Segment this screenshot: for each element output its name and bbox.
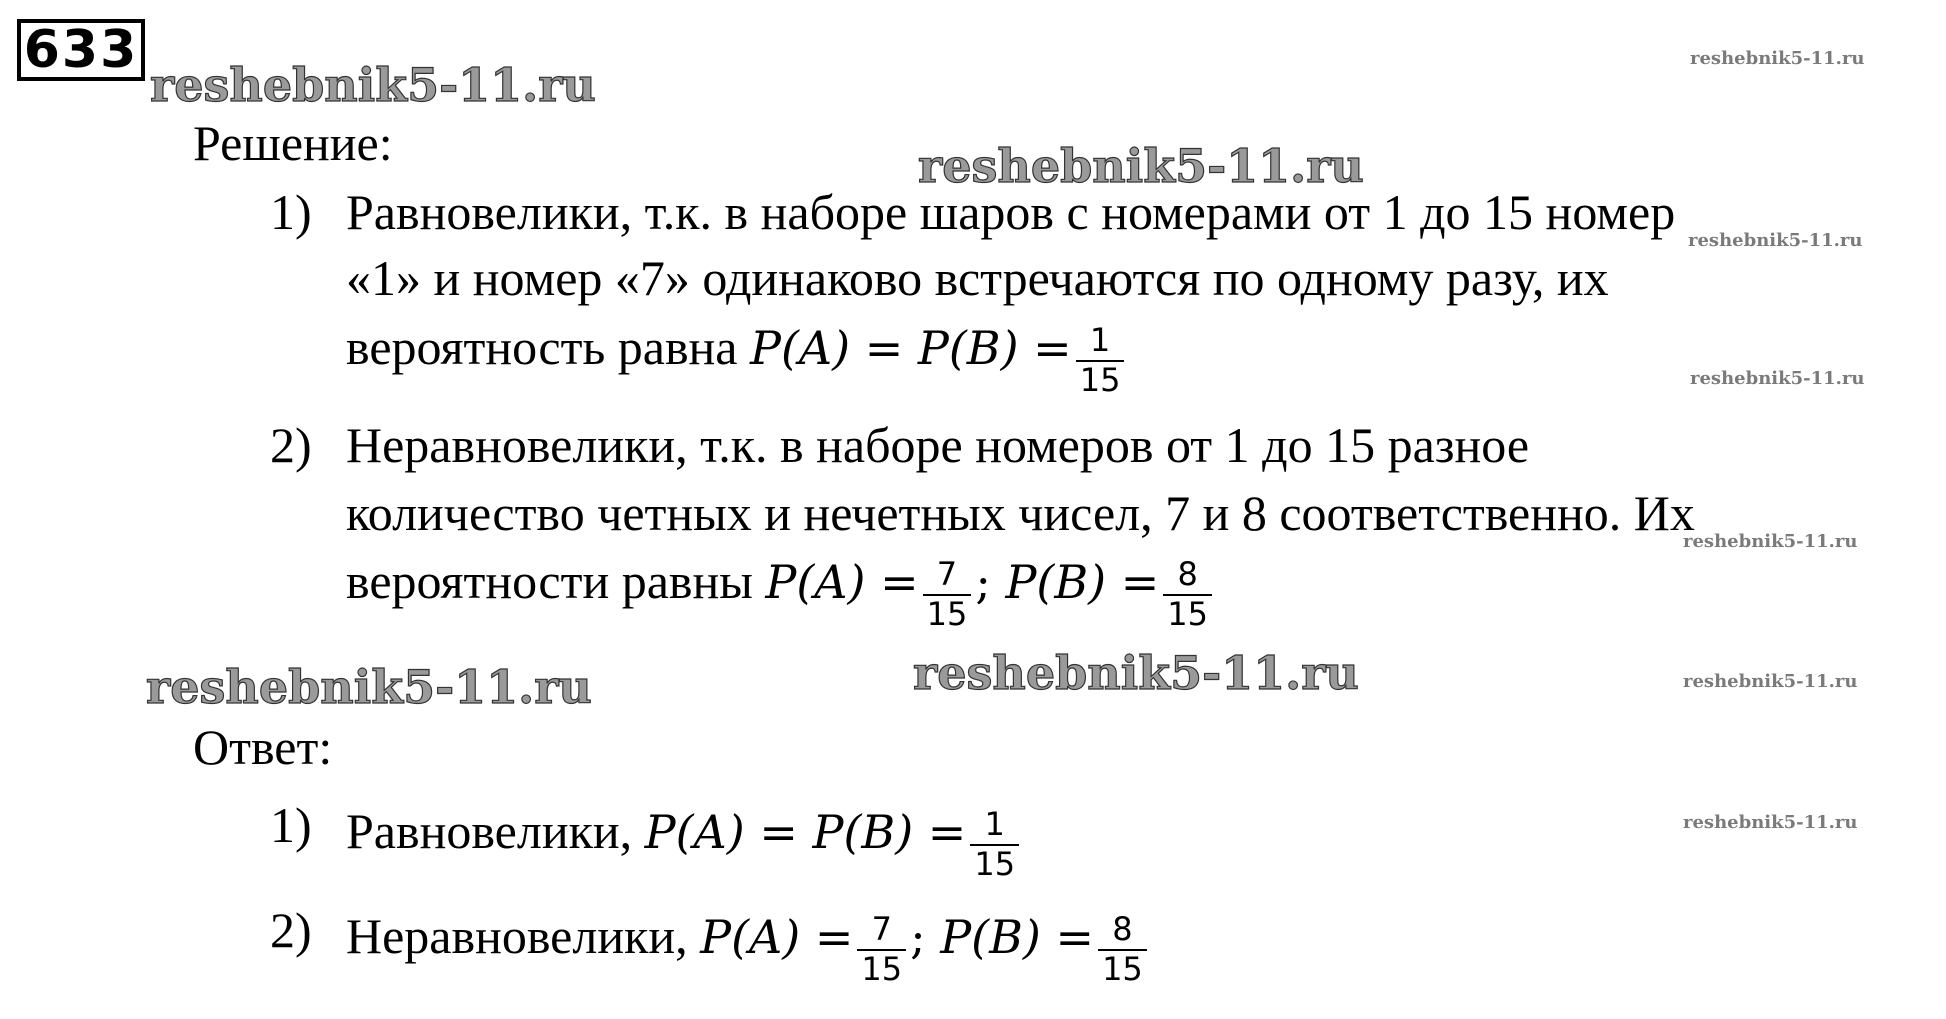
fraction xyxy=(923,555,972,633)
fraction-numerator: 8 xyxy=(1098,913,1147,951)
solution-item2-number: 2) xyxy=(270,417,312,473)
answer-item1-number: 1) xyxy=(270,797,312,853)
equals-sign: = xyxy=(880,555,919,610)
solution-item2-line2: количество четных и нечетных чисел, 7 и 8 соответственно. Их xyxy=(346,485,1695,541)
probability-a: P(A) xyxy=(750,321,851,376)
watermark-small: reshebnik5-11.ru xyxy=(1683,812,1858,833)
fraction-numerator: 1 xyxy=(1076,324,1125,362)
solution-item1-line3 xyxy=(346,316,1128,399)
solution-item1-line2: «1» и номер «7» одинаково встречаются по одному разу, их xyxy=(346,250,1609,306)
probability-b: P(B) xyxy=(1005,555,1107,610)
probability-a: P(A) xyxy=(700,910,801,965)
watermark-small: reshebnik5-11.ru xyxy=(1683,671,1858,692)
fraction-numerator: 7 xyxy=(923,558,972,596)
watermark-big: reshebnik5-11.ru xyxy=(913,646,1359,700)
watermark-small: reshebnik5-11.ru xyxy=(1690,48,1865,69)
watermark-small: reshebnik5-11.ru xyxy=(1690,368,1865,389)
fraction xyxy=(1163,555,1212,633)
watermark-small: reshebnik5-11.ru xyxy=(1683,531,1858,552)
answer-heading: Ответ: xyxy=(193,719,333,775)
equals-sign: = xyxy=(759,805,798,860)
separator: ; xyxy=(975,555,991,610)
solution-item2-equation-a xyxy=(765,555,918,609)
problem-number: 633 xyxy=(17,19,145,81)
equals-sign: = xyxy=(1055,910,1095,965)
fraction-denominator: 15 xyxy=(1167,594,1209,633)
answer-item2-line xyxy=(346,905,1151,988)
answer-item1-line xyxy=(346,800,1023,883)
equals-sign: = xyxy=(814,910,854,965)
solution-item2-equation-b xyxy=(975,555,1159,609)
fraction-denominator: 15 xyxy=(1079,360,1121,399)
answer-item2-equation-a xyxy=(700,910,853,964)
watermark-big: reshebnik5-11.ru xyxy=(918,139,1364,193)
probability-b: P(B) xyxy=(812,805,914,860)
solution-item1-line1: Равновелики, т.к. в наборе шаров с номерами от 1 до 15 номер xyxy=(346,184,1676,240)
equals-sign: = xyxy=(1120,555,1160,610)
separator: ; xyxy=(910,910,926,965)
watermark-small: reshebnik5-11.ru xyxy=(1688,230,1863,251)
watermark-big: reshebnik5-11.ru xyxy=(146,660,592,714)
answer-item2-text: Неравновелики, xyxy=(346,908,701,965)
solution-item2-line3 xyxy=(346,550,1216,633)
fraction-denominator: 15 xyxy=(974,844,1016,883)
solution-heading: Решение: xyxy=(193,115,393,171)
fraction xyxy=(1076,321,1125,399)
fraction xyxy=(857,910,906,988)
answer-item1-equation xyxy=(645,805,967,859)
fraction-numerator: 8 xyxy=(1163,558,1212,596)
fraction-denominator: 15 xyxy=(1102,949,1143,988)
equals-sign: = xyxy=(864,321,904,376)
equals-sign: = xyxy=(1033,321,1072,376)
fraction-numerator: 1 xyxy=(970,808,1019,846)
probability-b: P(B) xyxy=(940,910,1041,965)
fraction xyxy=(1098,910,1147,988)
answer-item1-text: Равновелики, xyxy=(346,803,645,860)
fraction-denominator: 15 xyxy=(861,949,903,988)
fraction-denominator: 15 xyxy=(926,594,968,633)
probability-a: P(A) xyxy=(765,555,866,610)
fraction xyxy=(970,805,1019,883)
solution-item1-number: 1) xyxy=(270,184,312,240)
probability-a: P(A) xyxy=(644,805,745,860)
equals-sign: = xyxy=(927,805,967,860)
fraction-numerator: 7 xyxy=(857,913,906,951)
answer-item2-equation-b xyxy=(910,910,1094,964)
solution-item1-line3-text: вероятность равна xyxy=(346,319,751,376)
probability-b: P(B) xyxy=(917,321,1019,376)
answer-item2-number: 2) xyxy=(270,902,312,958)
solution-item2-line3-text: вероятности равны xyxy=(346,553,766,610)
solution-item1-equation xyxy=(750,321,1072,375)
watermark-big: reshebnik5-11.ru xyxy=(150,58,596,112)
solution-item2-line1: Неравновелики, т.к. в наборе номеров от 1 до 15 разное xyxy=(346,417,1530,473)
